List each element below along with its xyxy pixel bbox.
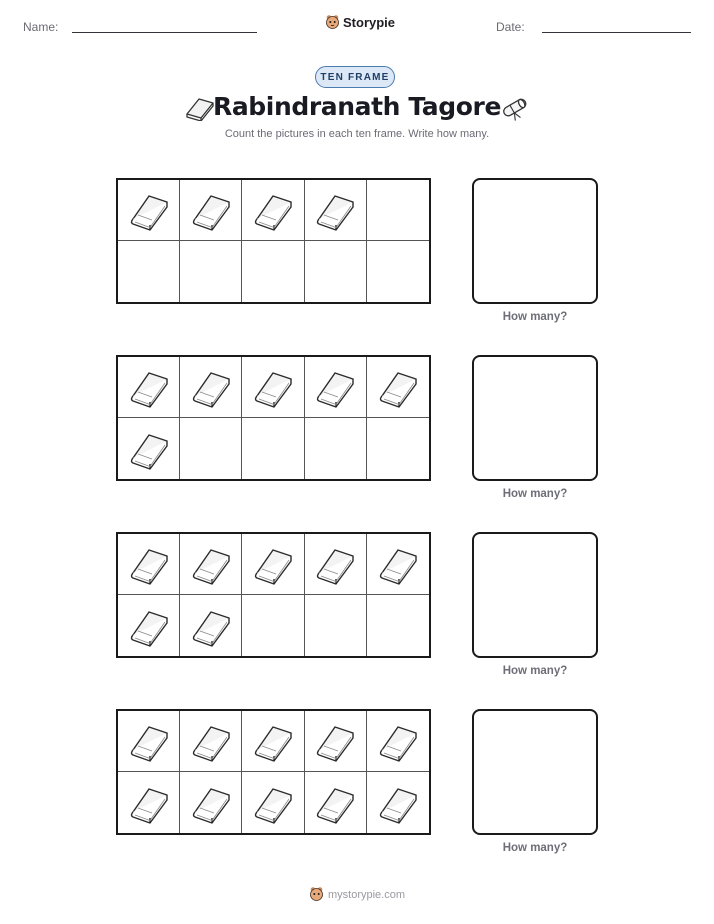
book-icon (126, 189, 172, 231)
how-many-label: How many? (502, 842, 568, 854)
ten-frame-cell (242, 595, 304, 656)
footer-url[interactable]: mystorypie.com (327, 888, 406, 901)
book-icon (126, 543, 172, 585)
ten-frame-cell (242, 772, 304, 833)
ten-frame-cell (180, 711, 242, 772)
book-icon (188, 782, 234, 824)
book-icon (312, 189, 358, 231)
name-label: Name: (23, 20, 59, 34)
book-icon (312, 720, 358, 762)
ten-frame-cell (180, 418, 242, 479)
ten-frame-cell (180, 180, 242, 241)
ten-frame-cell (118, 711, 180, 772)
ten-frame-cell (118, 534, 180, 595)
how-many-label: How many? (502, 488, 568, 500)
ten-frame-cell (367, 772, 429, 833)
ten-frame-cell (305, 534, 367, 595)
ten-frame-cell (242, 357, 304, 418)
ten-frame-cell (180, 357, 242, 418)
ten-frame-cell (242, 180, 304, 241)
brand-logo (325, 14, 395, 31)
book-icon (375, 782, 421, 824)
ten-frame-cell (118, 180, 180, 241)
ten-frame-cell (242, 534, 304, 595)
ten-frame-cell (367, 241, 429, 302)
ten-frame-cell (367, 595, 429, 656)
ten-frame-cell (118, 595, 180, 656)
how-many-label: How many? (502, 311, 568, 323)
name-line[interactable] (72, 32, 257, 33)
ten-frame-cell (242, 711, 304, 772)
book-icon (126, 782, 172, 824)
answer-box[interactable] (472, 709, 598, 835)
ten-frame-cell (118, 241, 180, 302)
ten-frame-cell (305, 357, 367, 418)
book-icon (312, 366, 358, 408)
ten-frame-cell (367, 711, 429, 772)
book-icon (188, 605, 234, 647)
book-icon (250, 782, 296, 824)
ten-frame-cell (180, 595, 242, 656)
ten-frame-cell (242, 418, 304, 479)
book-icon (375, 720, 421, 762)
instructions: Count the pictures in each ten frame. Write how many. (224, 128, 490, 140)
how-many-label: How many? (502, 665, 568, 677)
book-icon (250, 189, 296, 231)
book-icon (126, 720, 172, 762)
ten-frame-cell (367, 534, 429, 595)
worksheet-type-badge: TEN FRAME (315, 66, 395, 88)
ten-frame-cell (180, 534, 242, 595)
book-icon (250, 366, 296, 408)
storypie-mascot-icon (325, 14, 340, 31)
answer-box[interactable] (472, 178, 598, 304)
ten-frame-cell (305, 772, 367, 833)
ten-frame-cell (367, 357, 429, 418)
date-line[interactable] (542, 32, 691, 33)
book-icon (250, 720, 296, 762)
book-icon (375, 543, 421, 585)
book-icon (126, 366, 172, 408)
ten-frame-cell (305, 711, 367, 772)
ten-frame-cell (305, 180, 367, 241)
book-icon (126, 428, 172, 470)
brand-name: Storypie (343, 15, 396, 30)
ten-frame-cell (305, 595, 367, 656)
scroll-icon (498, 93, 532, 123)
book-icon (188, 543, 234, 585)
book-icon (250, 543, 296, 585)
ten-frame-cell (242, 241, 304, 302)
ten-frame-cell (305, 241, 367, 302)
ten-frame-cell (118, 772, 180, 833)
ten-frame-cell (118, 418, 180, 479)
storypie-mascot-icon (309, 886, 324, 903)
ten-frame (116, 532, 431, 658)
ten-frame-cell (118, 357, 180, 418)
ten-frame-cell (367, 418, 429, 479)
book-icon (126, 605, 172, 647)
date-label: Date: (496, 20, 525, 34)
page-title: Rabindranath Tagore (212, 92, 502, 121)
answer-box[interactable] (472, 355, 598, 481)
book-icon (188, 720, 234, 762)
book-icon (188, 189, 234, 231)
book-icon (312, 782, 358, 824)
ten-frame-cell (180, 772, 242, 833)
ten-frame-cell (180, 241, 242, 302)
ten-frame (116, 709, 431, 835)
answer-box[interactable] (472, 532, 598, 658)
ten-frame (116, 178, 431, 304)
ten-frame-cell (367, 180, 429, 241)
ten-frame (116, 355, 431, 481)
book-icon (312, 543, 358, 585)
footer (0, 886, 714, 903)
ten-frame-cell (305, 418, 367, 479)
book-icon (375, 366, 421, 408)
book-icon (188, 366, 234, 408)
